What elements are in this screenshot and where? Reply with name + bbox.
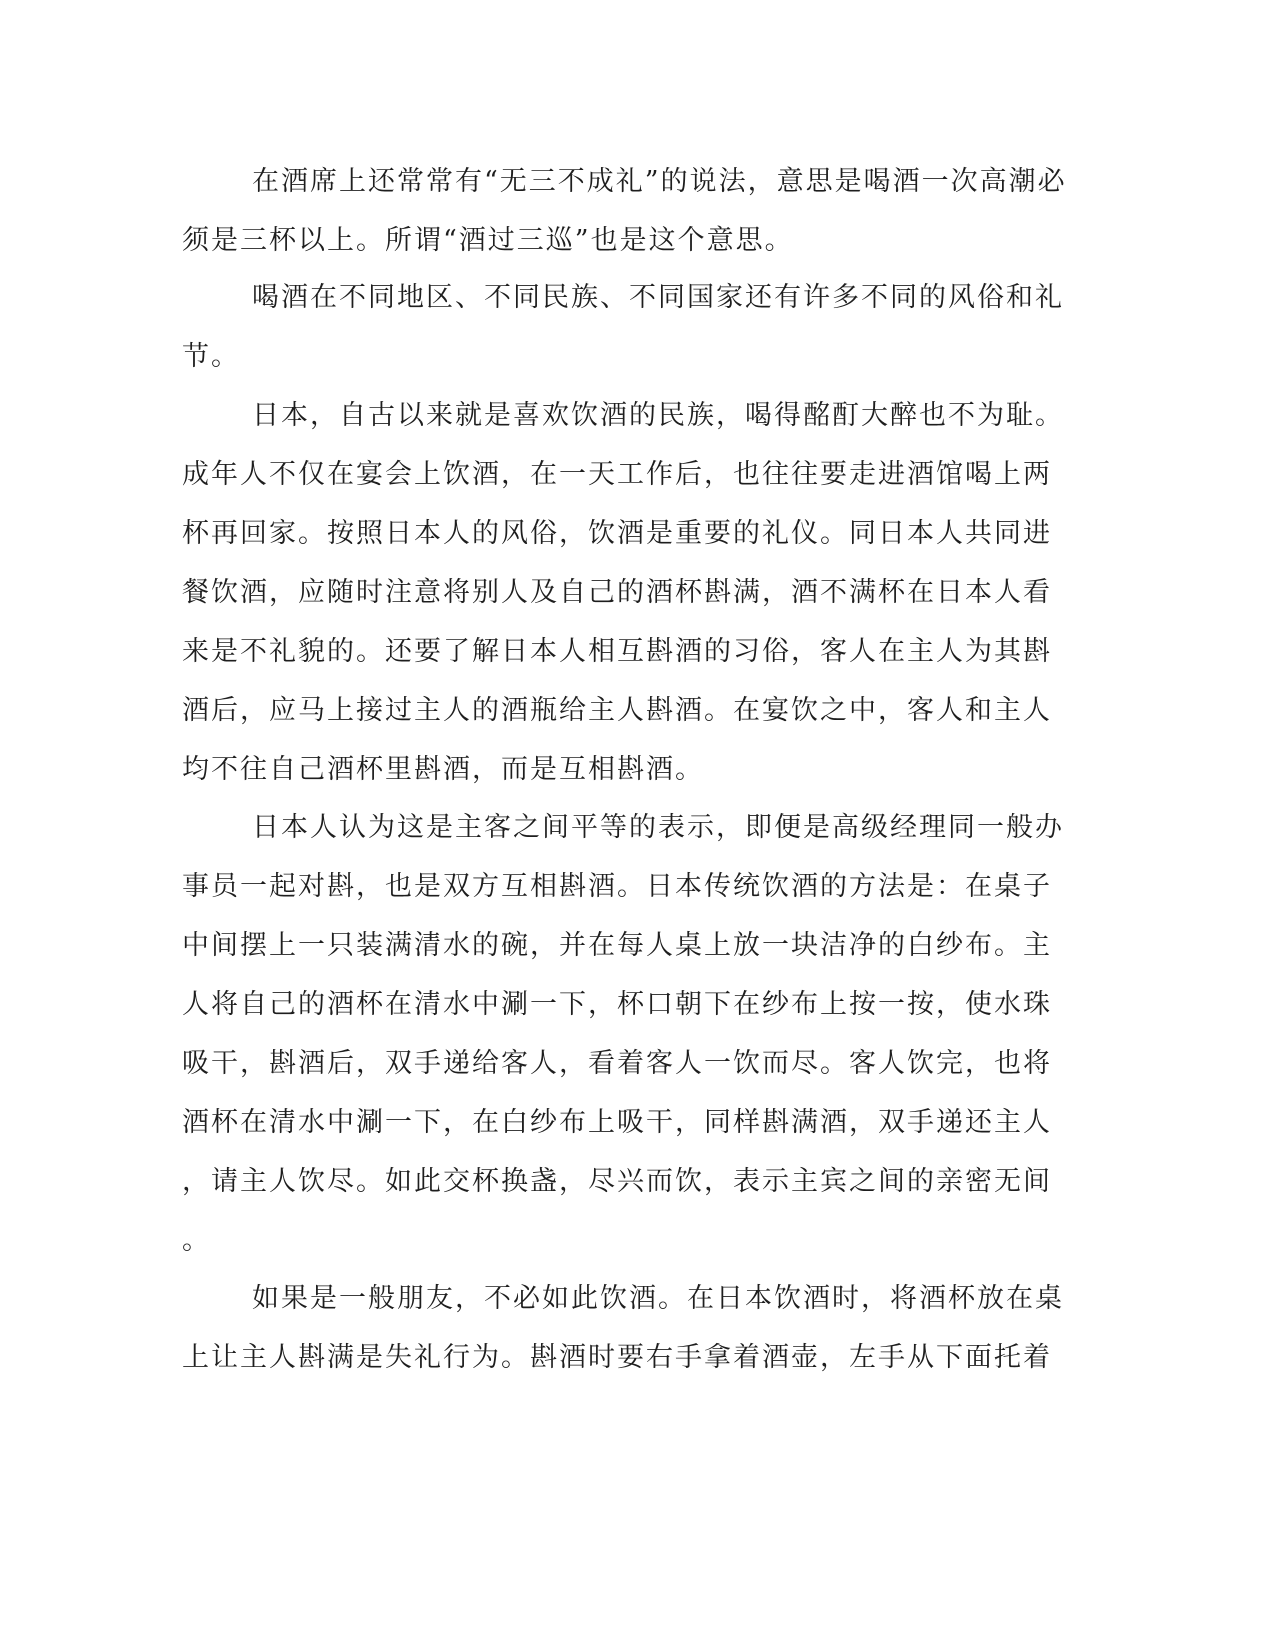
text-line: 来是不礼貌的。还要了解日本人相互斟酒的习俗，客人在主人为其斟 [182,636,1052,667]
text-line: 吸干，斟酒后，双手递给客人，看着客人一饮而尽。客人饮完，也将 [182,1048,1052,1079]
text-line: 均不往自己酒杯里斟酒，而是互相斟酒。 [182,754,704,785]
text-line: 杯再回家。按照日本人的风俗，饮酒是重要的礼仪。同日本人共同进 [182,518,1052,549]
text-line: 事员一起对斟，也是双方互相斟酒。日本传统饮酒的方法是：在桌子 [182,871,1052,902]
text-line: 人将自己的酒杯在清水中涮一下，杯口朝下在纱布上按一按，使水珠 [182,989,1052,1020]
text-line: 。 [182,1225,211,1256]
text-line: 节。 [182,341,240,372]
text-line: 中间摆上一只装满清水的碗，并在每人桌上放一块洁净的白纱布。主 [182,930,1052,961]
text-line: 酒后，应马上接过主人的酒瓶给主人斟酒。在宴饮之中，客人和主人 [182,695,1052,726]
text-line: 餐饮酒，应随时注意将别人及自己的酒杯斟满，酒不满杯在日本人看 [182,577,1052,608]
text-line: 须是三杯以上。所谓“酒过三巡”也是这个意思。 [182,225,794,256]
text-line: 如果是一般朋友，不必如此饮酒。在日本饮酒时，将酒杯放在桌 [252,1283,1064,1314]
text-line: 成年人不仅在宴会上饮酒，在一天工作后，也往往要走进酒馆喝上两 [182,459,1052,490]
text-line: 上让主人斟满是失礼行为。斟酒时要右手拿着酒壶，左手从下面托着 [182,1342,1052,1373]
text-line: 日本，自古以来就是喜欢饮酒的民族，喝得酩酊大醉也不为耻。 [252,400,1064,431]
text-line: ，请主人饮尽。如此交杯换盏，尽兴而饮，表示主宾之间的亲密无间 [182,1166,1052,1197]
text-line: 酒杯在清水中涮一下，在白纱布上吸干，同样斟满酒，双手递还主人 [182,1107,1052,1138]
text-line: 日本人认为这是主客之间平等的表示，即便是高级经理同一般办 [252,812,1064,843]
text-line: 在酒席上还常常有“无三不成礼”的说法，意思是喝酒一次高潮必 [252,166,1067,197]
text-line: 喝酒在不同地区、不同民族、不同国家还有许多不同的风俗和礼 [252,282,1064,313]
